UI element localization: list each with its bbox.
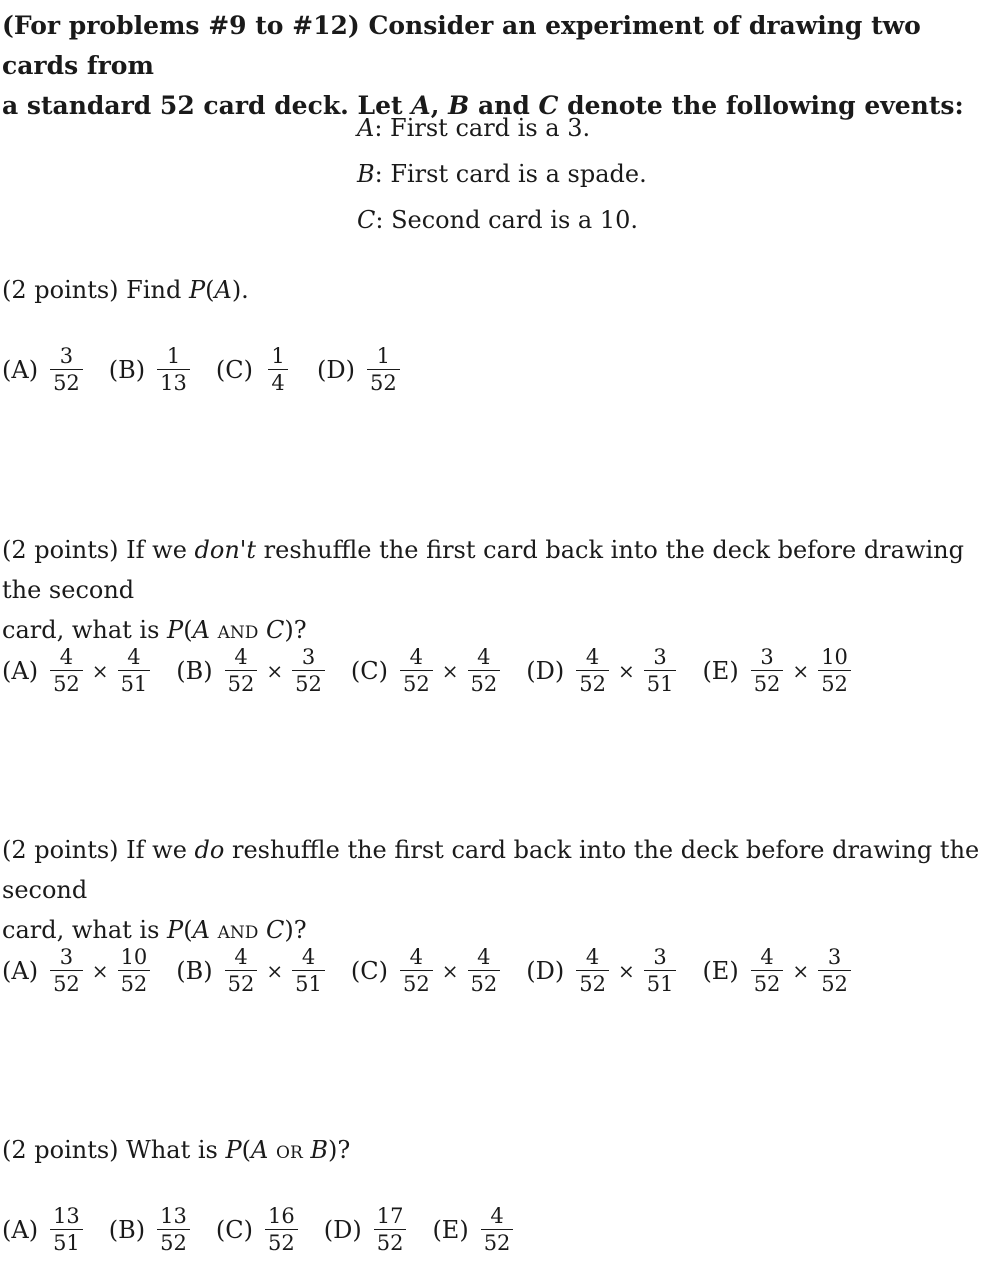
fraction: $\frac{1}{52}$ <box>367 343 400 396</box>
fraction: $\frac{4}{52}$ <box>481 1203 514 1256</box>
question-4 <box>2 1130 1002 1170</box>
times-sign: × <box>792 958 810 983</box>
fraction: $\frac{1}{4}$ <box>265 343 291 396</box>
fraction: $\frac{4}{52}$ <box>225 944 258 997</box>
fraction: $\frac{4}{52}$ <box>468 944 501 997</box>
q3-option-c[interactable]: (C) $\frac{4}{52}$ × $\frac{4}{52}$ <box>351 944 500 997</box>
question-2-options <box>2 644 877 697</box>
event-var-a: A <box>411 91 431 120</box>
intro-and: and <box>469 91 539 120</box>
event-var-b: B <box>448 91 470 120</box>
q2-option-a[interactable]: (A) $\frac{4}{52}$ × $\frac{4}{51}$ <box>2 644 150 697</box>
intro-text-end: denote the following events: <box>558 91 964 120</box>
fraction: $\frac{4}{52}$ <box>400 644 433 697</box>
event-a: A: First card is a 3. <box>357 114 591 142</box>
fraction: $\frac{4}{52}$ <box>576 944 609 997</box>
fraction: $\frac{3}{52}$ <box>50 944 83 997</box>
question-4-options <box>2 1203 539 1256</box>
fraction: $\frac{16}{52}$ <box>265 1203 298 1256</box>
fraction: $\frac{10}{52}$ <box>118 944 151 997</box>
fraction: $\frac{4}{52}$ <box>400 944 433 997</box>
fraction: $\frac{4}{51}$ <box>292 944 325 997</box>
question-3 <box>2 830 1002 950</box>
question-2-text: (2 points) If we don't reshuffle the first card back into the deck before drawing the second <box>2 536 964 604</box>
times-sign: × <box>91 958 109 983</box>
q4-option-d[interactable]: (D) $\frac{17}{52}$ <box>324 1203 407 1256</box>
fraction: $\frac{4}{52}$ <box>225 644 258 697</box>
fraction: $\frac{1}{13}$ <box>157 343 190 396</box>
question-3-text: (2 points) If we do reshuffle the first card back into the deck before drawing the second <box>2 836 980 904</box>
q3-option-e[interactable]: (E) $\frac{4}{52}$ × $\frac{3}{52}$ <box>702 944 850 997</box>
q2-option-e[interactable]: (E) $\frac{3}{52}$ × $\frac{10}{52}$ <box>702 644 850 697</box>
times-sign: × <box>792 658 810 683</box>
q1-option-b[interactable]: (B) $\frac{1}{13}$ <box>109 343 190 396</box>
intro-text: a standard 52 card deck. Let <box>2 91 412 120</box>
question-1 <box>2 270 1002 310</box>
fraction: $\frac{4}{52}$ <box>468 644 501 697</box>
q4-option-e[interactable]: (E) $\frac{4}{52}$ <box>432 1203 513 1256</box>
q3-option-b[interactable]: (B) $\frac{4}{52}$ × $\frac{4}{51}$ <box>176 944 325 997</box>
question-4-text: (2 points) What is P(A or B)? <box>2 1136 351 1164</box>
q4-option-a[interactable]: (A) $\frac{13}{51}$ <box>2 1203 83 1256</box>
event-definitions <box>357 108 647 246</box>
fraction: $\frac{3}{52}$ <box>292 644 325 697</box>
fraction: $\frac{4}{52}$ <box>50 644 83 697</box>
question-1-options <box>2 343 426 396</box>
times-sign: × <box>266 958 284 983</box>
fraction: $\frac{3}{52}$ <box>818 944 851 997</box>
question-3-text-line-2: card, what is P(A and C)? <box>2 916 307 944</box>
fraction: $\frac{13}{51}$ <box>50 1203 83 1256</box>
q4-option-c[interactable]: (C) $\frac{16}{52}$ <box>216 1203 298 1256</box>
question-1-text: (2 points) Find P(A). <box>2 276 249 304</box>
question-3-options <box>2 944 877 997</box>
event-c: C: Second card is a 10. <box>357 206 639 234</box>
event-var-c: C <box>538 91 559 120</box>
times-sign: × <box>266 658 284 683</box>
q4-option-b[interactable]: (B) $\frac{13}{52}$ <box>109 1203 190 1256</box>
question-2-text-line-2: card, what is P(A and C)? <box>2 616 307 644</box>
fraction: $\frac{4}{52}$ <box>751 944 784 997</box>
q1-option-d[interactable]: (D) $\frac{1}{52}$ <box>317 343 400 396</box>
times-sign: × <box>617 658 635 683</box>
q1-option-a[interactable]: (A) $\frac{3}{52}$ <box>2 343 83 396</box>
intro-comma: , <box>430 91 449 120</box>
fraction: $\frac{3}{52}$ <box>751 644 784 697</box>
fraction: $\frac{3}{51}$ <box>644 644 677 697</box>
times-sign: × <box>91 658 109 683</box>
fraction: $\frac{10}{52}$ <box>818 644 851 697</box>
fraction: $\frac{13}{52}$ <box>157 1203 190 1256</box>
fraction: $\frac{17}{52}$ <box>374 1203 407 1256</box>
q2-option-c[interactable]: (C) $\frac{4}{52}$ × $\frac{4}{52}$ <box>351 644 500 697</box>
event-b: B: First card is a spade. <box>357 160 647 188</box>
fraction: $\frac{3}{51}$ <box>644 944 677 997</box>
fraction: $\frac{4}{51}$ <box>118 644 151 697</box>
fraction: $\frac{3}{52}$ <box>50 343 83 396</box>
q2-option-b[interactable]: (B) $\frac{4}{52}$ × $\frac{3}{52}$ <box>176 644 325 697</box>
q1-option-c[interactable]: (C) $\frac{1}{4}$ <box>216 343 291 396</box>
q2-option-d[interactable]: (D) $\frac{4}{52}$ × $\frac{3}{51}$ <box>526 644 676 697</box>
question-2 <box>2 530 1002 650</box>
times-sign: × <box>617 958 635 983</box>
times-sign: × <box>441 658 459 683</box>
q3-option-d[interactable]: (D) $\frac{4}{52}$ × $\frac{3}{51}$ <box>526 944 676 997</box>
times-sign: × <box>441 958 459 983</box>
intro-line-1: (For problems #9 to #12) Consider an experiment of drawing two cards from <box>2 11 921 80</box>
fraction: $\frac{4}{52}$ <box>576 644 609 697</box>
q3-option-a[interactable]: (A) $\frac{3}{52}$ × $\frac{10}{52}$ <box>2 944 150 997</box>
